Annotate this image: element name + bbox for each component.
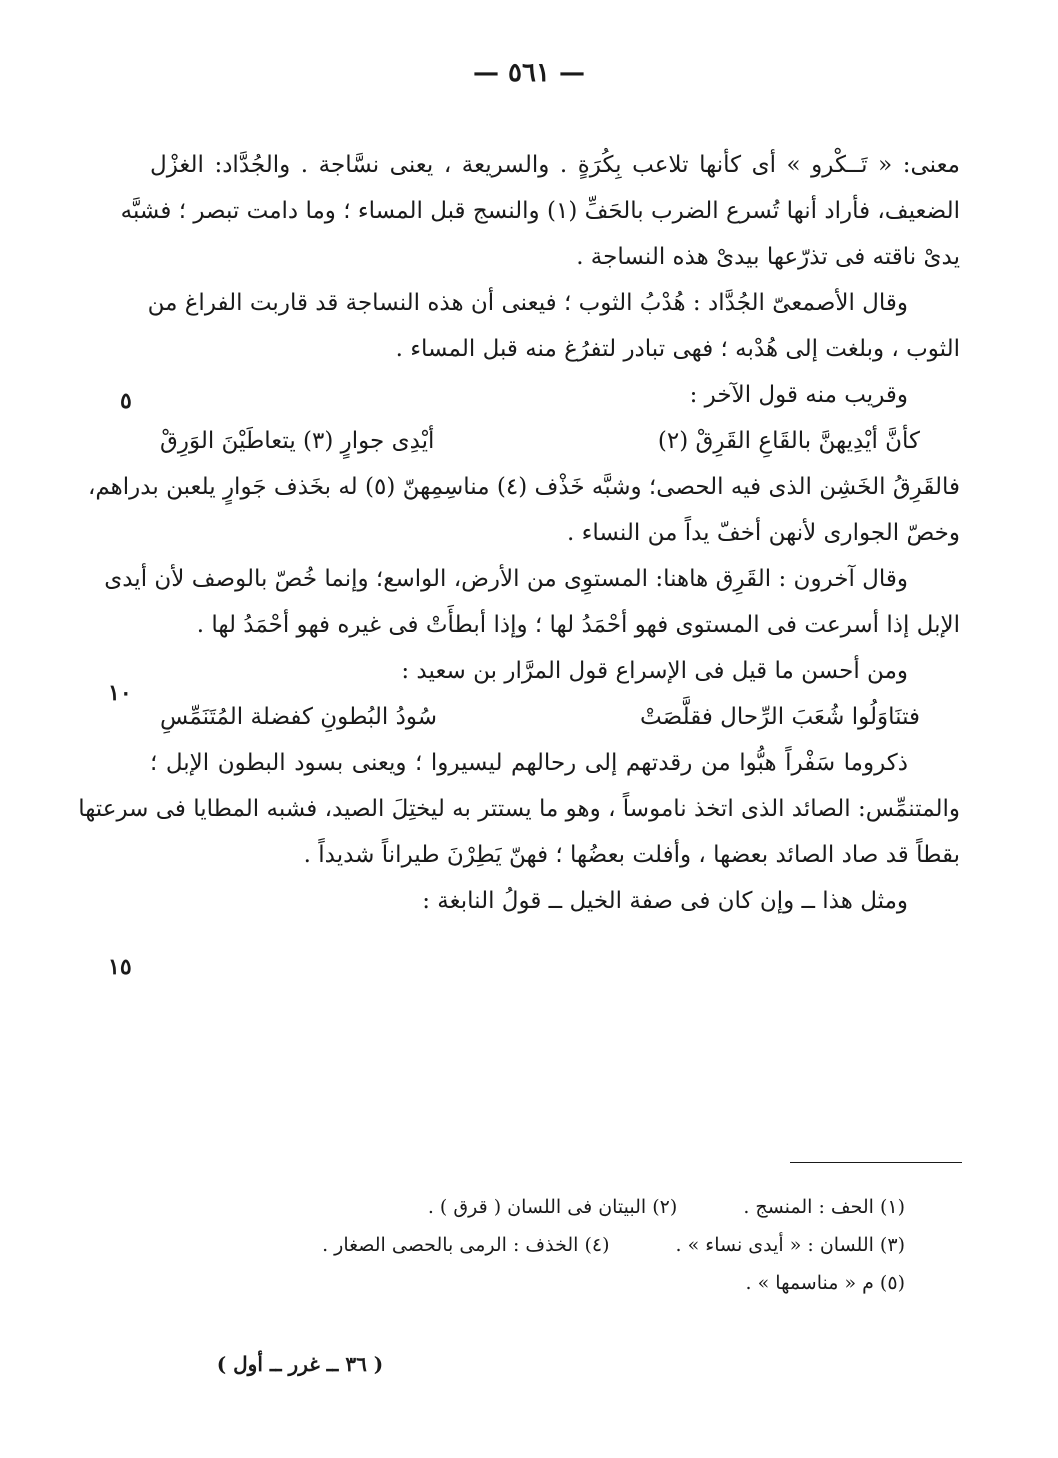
footnote-row [150,1226,905,1264]
footnote-row [150,1188,905,1226]
text-line: وقريب منه قول الآخر : [689,382,908,408]
line-number-marker: ٥ [120,388,132,414]
text-line: وخصّ الجوارى لأنهن أخفّ يداً من النساء . [566,520,960,546]
line-number-marker: ١٥ [108,954,132,980]
text-line: ذكروما سَفْراً هبُّوا من رقدتهم إلى رحالهم ليسيروا ؛ ويعنى بسود البطون الإبل ؛ [150,750,908,776]
footnote-row [150,1264,905,1302]
printer-signature-mark: ( ٣٦ ــ غرر ــ أول ) [216,1352,384,1376]
text-line: معنى: « تَــكْرو » أى كأنها تلاعب بِكُرَةٍ . والسريعة ، يعنى نسَّاجة . والجُدَّاد: الغزْل [150,152,960,178]
text-line: الإبل إذا أسرعت فى المستوى فهو أحْمَدُ لها ؛ وإذا أبطأَتْ فى غيره فهو أحْمَدُ لها . [196,612,960,638]
text-line: والمتنمِّس: الصائد الذى اتخذ ناموساً ، وهو ما يستتر به ليختِلَ الصيد، فشبه المطايا فى سرعتها [78,796,960,822]
footnote-2: (٢) البيتان فى اللسان ( قرق ) . [427,1196,678,1218]
footnote-1: (١) الحف : المنسج . [743,1196,905,1218]
footnote-4: (٤) الخذف : الرمى بالحصى الصغار . [322,1234,610,1256]
text-line: الثوب ، وبلغت إلى هُدْبه ؛ فهى تبادر لتفرُغ منه قبل المساء . [395,336,960,362]
verse-hemistich-first: كأنَّ أيْدِيهنَّ بالقَاعِ القَرِقْ (٢) [657,428,920,454]
verse-hemistich-second: سُودُ البُطونِ كفضلة المُتَنَمِّسِ [160,704,437,730]
page-number: — ٥٦١ — [472,58,586,88]
verse-hemistich-second: أيْدِى جوارٍ (٣) يتعاطَيْنَ الوَرِقْ [160,428,435,454]
text-line: ومن أحسن ما قيل فى الإسراع قول المرَّار بن سعيد : [401,658,908,684]
footnote-3: (٣) اللسان : « أيدى نساء » . [675,1234,905,1256]
verse-line [150,418,960,464]
text-line: ومثل هذا ــ وإن كان فى صفة الخيل ــ قولُ النابغة : [422,888,908,914]
footnote-5: (٥) م « مناسمها » . [745,1272,905,1294]
text-line: وقال آخرون : القَرِق هاهنا: المستوِى من الأرض، الواسع؛ وإنما خُصّ بالوصف لأن أيدى [104,566,908,592]
footnote-divider [790,1162,962,1163]
footnotes [150,1188,905,1302]
verse-hemistich-first: فتنَاوَلُوا شُعَبَ الرِّحال فقلَّصَتْ [640,704,920,730]
text-line: وقال الأصمعىّ الجُدَّاد : هُدْبُ الثوب ؛ فيعنى أن هذه النساجة قد قاربت الفراغ من [147,290,908,316]
text-line: بقطاً قد صاد الصائد بعضها ، وأفلت بعضُها ؛ فهنّ يَطِرْنَ طيراناً شديداً . [303,842,960,868]
text-line: يدىْ ناقته فى تذرّعها بيدىْ هذه النساجة . [576,244,960,270]
text-line: فالقَرِقُ الخَشِن الذى فيه الحصى؛ وشبَّه خَذْف (٤) مناسِمِهنّ (٥) له بخَذف جَوارٍ يلعبن بدراهم، [87,474,960,500]
verse-line [150,694,960,740]
text-line: الضعيف، فأراد أنها تُسرع الضرب بالحَفِّ (١) والنسج قبل المساء ؛ وما دامت تبصر ؛ فشبَّه [120,198,960,224]
line-number-marker: ١٠ [108,680,132,706]
